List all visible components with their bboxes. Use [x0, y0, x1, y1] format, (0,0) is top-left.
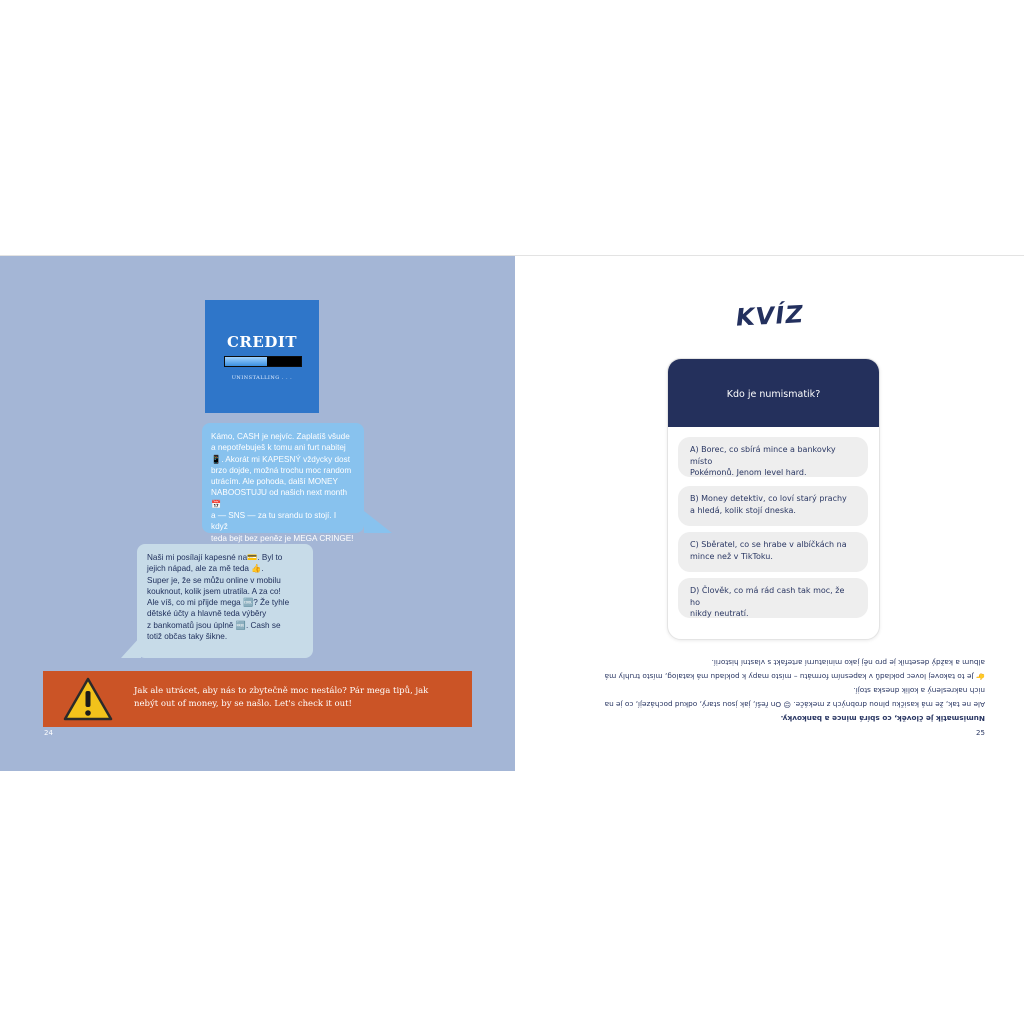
option-line: nikdy neutratí.	[690, 609, 749, 618]
credit-graphic	[205, 300, 319, 413]
chat-line: Super je, že se můžu online v mobilu	[147, 575, 281, 585]
option-line: D) Člověk, co má rád cash tak moc, že ho	[690, 586, 845, 607]
chat-line: a nepotřebuješ k tomu ani furt nabitej	[211, 443, 346, 453]
uninstall-progress-bar	[224, 356, 302, 367]
option-line: B) Money detektiv, co loví starý prachy	[690, 494, 847, 503]
warning-line: Jak ale utrácet, aby nás to zbytečně moc nestálo? Pár mega tipů, jak	[134, 686, 429, 696]
chat-line: 📱. Akorát mi KAPESNÝ vždycky dost	[211, 454, 350, 464]
chat-line: Naši mi posílají kapesné na💳. Byl to	[147, 553, 283, 562]
chat-line: Ale víš, co mi přijde mega 🆒? Že tyhle	[147, 598, 290, 608]
chat-line: NABOOSTUJU od našich next month📅	[211, 488, 348, 509]
warning-line: nebýt out of money, by se našlo. Let's check it out!	[134, 698, 352, 709]
quiz-title: KVÍZ	[734, 300, 806, 332]
credit-title: CREDIT	[226, 333, 298, 351]
quiz-option-d[interactable]	[678, 578, 868, 618]
option-line: mince než v TikToku.	[690, 551, 773, 561]
chat-line: z bankomatů jsou úplně 🆓. Cash se	[147, 620, 281, 630]
quiz-card	[667, 358, 880, 640]
chat-line: teda bejt bez peněz je MEGA CRINGE!	[211, 533, 354, 543]
answer-line: album a každý desetník je pro něj jako miniaturní artefakt s vlastní historií.	[711, 658, 985, 667]
chat-line: a — SNS — za tu srandu to stojí. I když	[211, 511, 337, 532]
left-page	[0, 256, 515, 771]
chat-line: Kámo, CASH je nejvíc. Zaplatíš všude	[211, 432, 350, 441]
warning-banner	[43, 671, 472, 727]
option-line: C) Sběratel, co se hrabe v albíčkách na	[690, 540, 847, 549]
quiz-answer-upside-down	[575, 644, 985, 724]
warning-text	[134, 685, 434, 710]
answer-heading: Numismatik je člověk, co sbírá mince a bankovky.	[780, 714, 985, 723]
chat-bubble-2	[137, 544, 313, 658]
chat-line: jejich nápad, ale za mě teda 👍.	[147, 564, 264, 574]
page-number-right: 25	[976, 729, 985, 737]
chat-line: utrácím. Ale pohoda, další MONEY	[211, 477, 338, 487]
answer-line: Ale ne tak, že má kasičku plnou drobných z mekáče. 😔 On řeší, jak jsou starý, odkud pocházejí, co je na	[604, 700, 985, 709]
quiz-option-c[interactable]	[678, 532, 868, 572]
progress-fill	[225, 357, 267, 366]
quiz-option-a[interactable]	[678, 437, 868, 477]
warning-triangle-icon	[63, 677, 113, 721]
option-line: a hledá, kolik stojí dneska.	[690, 505, 796, 515]
chat-line: kouknout, kolik jsem utratila. A za co!	[147, 586, 281, 596]
quiz-option-b[interactable]	[678, 486, 868, 526]
chat-line: brzo dojde, možná trochu moc random	[211, 465, 352, 475]
answer-line: 👉 Je to takovej lovec pokladů v kapesním formátu – místo mapy k pokladu má katalog, místo truhly má	[604, 672, 985, 681]
chat-bubble-1-tail	[364, 511, 392, 533]
chat-line: dětské účty a hlavně teda výběry	[147, 609, 267, 619]
option-line: A) Borec, co sbírá mince a bankovky místo	[690, 445, 836, 466]
option-line: Pokémonů. Jenom level hard.	[690, 468, 807, 477]
right-page	[515, 256, 1024, 771]
chat-bubble-1	[202, 423, 364, 543]
chat-bubble-2-tail	[121, 636, 141, 658]
answer-line: nich nakreslený a kolik dneska stojí.	[853, 686, 985, 695]
book-spread	[0, 256, 1024, 771]
page-number-left: 24	[44, 729, 53, 737]
quiz-question: Kdo je numismatik?	[726, 389, 821, 400]
credit-subtitle: UNINSTALLING . . .	[231, 375, 293, 381]
quiz-header	[668, 359, 879, 427]
chat-line: totiž občas taky šikne.	[147, 632, 228, 642]
